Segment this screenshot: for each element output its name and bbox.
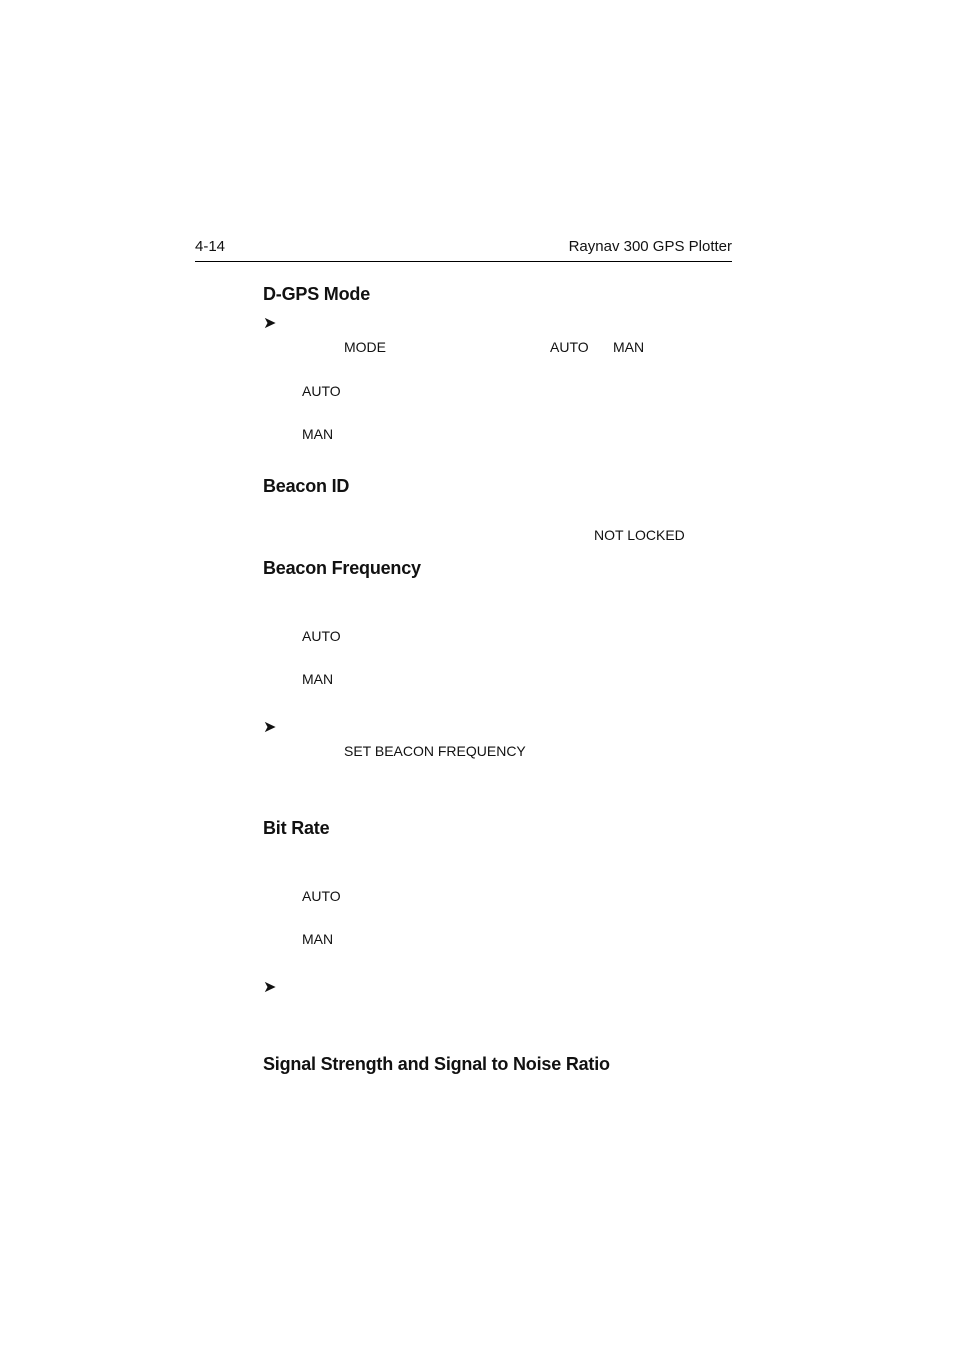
arrow-bullet-icon: ➤ [263,719,277,736]
dgps-option-man: MAN [302,426,334,442]
bit-rate-option-man: MAN [302,931,334,947]
mode-label: MODE [344,339,386,355]
dgps-option-auto: AUTO [302,383,341,399]
page-number: 4-14 [195,238,226,255]
arrow-bullet-icon: ➤ [263,315,277,332]
dgps-mode-heading: D-GPS Mode [263,284,371,304]
document-title: Raynav 300 GPS Plotter [568,238,732,255]
beacon-frequency-heading: Beacon Frequency [263,558,421,578]
beacon-status: NOT LOCKED [594,527,685,543]
frequency-option-auto: AUTO [302,628,341,644]
man-label: MAN [613,339,645,355]
bit-rate-option-auto: AUTO [302,888,341,904]
bit-rate-heading: Bit Rate [263,818,330,838]
set-beacon-frequency-label: SET BEACON FREQUENCY [344,743,526,759]
auto-label: AUTO [550,339,589,355]
arrow-bullet-icon: ➤ [263,979,277,996]
signal-strength-heading: Signal Strength and Signal to Noise Ratio [263,1054,610,1074]
beacon-id-heading: Beacon ID [263,476,350,496]
frequency-option-man: MAN [302,671,334,687]
header-rule [195,261,732,262]
